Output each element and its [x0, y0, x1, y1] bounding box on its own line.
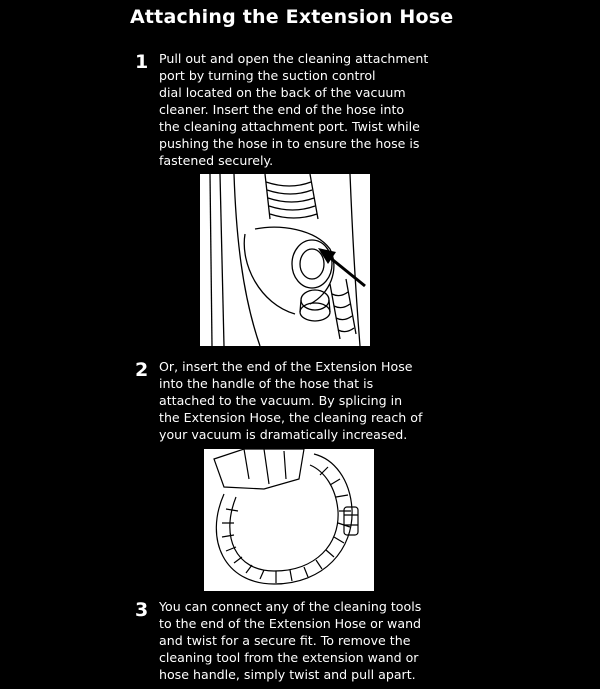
extension-hose-drawing [204, 449, 374, 591]
step-instructions [159, 50, 454, 169]
step-text-line: dial located on the back of the vacuum [159, 85, 406, 100]
step-text-line: hose handle, simply twist and pull apart. [159, 667, 416, 682]
step-text-line: and twist for a secure fit. To remove the [159, 633, 411, 648]
vacuum-attachment-port-illustration [200, 174, 370, 346]
step-number: 2 [135, 359, 149, 381]
step-text-line: cleaner. Insert the end of the hose into [159, 102, 405, 117]
attachment-port-drawing [200, 174, 370, 346]
step-text-line: the Extension Hose, the cleaning reach of [159, 410, 423, 425]
step-text-line: port by turning the suction control [159, 68, 376, 83]
step-text-line: into the handle of the hose that is [159, 376, 374, 391]
step-text-line: your vacuum is dramatically increased. [159, 427, 408, 442]
step-text-line: Or, insert the end of the Extension Hose [159, 359, 413, 374]
step-instructions [159, 358, 454, 443]
extension-hose-illustration [204, 449, 374, 591]
step-text-line: cleaning tool from the extension wand or [159, 650, 419, 665]
step-text-line: You can connect any of the cleaning tools [159, 599, 422, 614]
step-number: 1 [135, 51, 149, 73]
step-number: 3 [135, 599, 149, 621]
step-text-line: fastened securely. [159, 153, 274, 168]
page-title: Attaching the Extension Hose [130, 6, 454, 28]
step-text-line: to the end of the Extension Hose or wand [159, 616, 422, 631]
step-text-line: pushing the hose in to ensure the hose is [159, 136, 420, 151]
step-text-line: Pull out and open the cleaning attachment [159, 51, 429, 66]
step-text-line: attached to the vacuum. By splicing in [159, 393, 403, 408]
step-text-line: the cleaning attachment port. Twist while [159, 119, 420, 134]
step-instructions [159, 598, 454, 683]
